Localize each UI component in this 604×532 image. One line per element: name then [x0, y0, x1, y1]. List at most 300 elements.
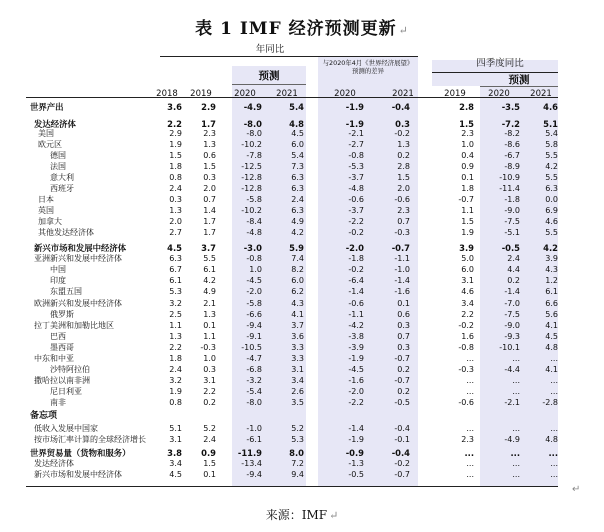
row-label: 南非 [50, 398, 66, 407]
cell-value: -1.3 [348, 459, 364, 468]
cell-value: 7.3 [291, 162, 304, 171]
cell-value: -3.0 [243, 243, 262, 253]
cell-value: -2.2 [348, 398, 364, 407]
cell-value: 2.2 [203, 387, 216, 396]
cell-value: 4.2 [543, 243, 558, 253]
row-label: 加拿大 [38, 217, 62, 226]
table-row [0, 162, 604, 172]
cell-value: -3.9 [348, 343, 364, 352]
cell-value: 2.2 [461, 310, 474, 319]
cell-value: -0.6 [394, 195, 410, 204]
cell-value: 0.3 [203, 365, 216, 374]
cell-value: 1.7 [201, 119, 216, 129]
row-label: 日本 [38, 195, 54, 204]
table-row [0, 119, 604, 129]
cell-value: 2.3 [461, 435, 474, 444]
table-row [0, 398, 604, 408]
table-row [0, 411, 604, 421]
cell-value: ... [550, 470, 558, 479]
row-label: 撒哈拉以南非洲 [34, 376, 90, 385]
cell-value: 5.3 [169, 287, 182, 296]
cell-value: -5.1 [504, 228, 520, 237]
cell-value: ... [512, 424, 520, 433]
table-row [0, 459, 604, 469]
table-row [0, 206, 604, 216]
cell-value: 1.5 [459, 119, 474, 129]
cell-value: 2.8 [459, 102, 474, 112]
row-label: 西班牙 [50, 184, 74, 193]
cell-value: 3.1 [291, 365, 304, 374]
cell-value: 2.7 [169, 228, 182, 237]
return-mark-icon: ↵ [572, 484, 581, 495]
cell-value: -8.0 [243, 119, 262, 129]
cell-value: -2.1 [504, 398, 520, 407]
diff-year-header: 2020 [334, 89, 356, 99]
row-label: 英国 [38, 206, 54, 215]
cell-value: -1.0 [246, 424, 262, 433]
cell-value: 2.6 [291, 387, 304, 396]
row-label: 新兴市场和发展中经济体 [34, 243, 127, 253]
row-label: 意大利 [50, 173, 74, 182]
table-row [0, 365, 604, 375]
cell-value: 3.6 [291, 332, 304, 341]
cell-value: 3.8 [167, 448, 182, 458]
cell-value: ... [550, 459, 558, 468]
cell-value: 3.1 [203, 376, 216, 385]
cell-value: -5.8 [246, 195, 262, 204]
cell-value: ... [510, 448, 520, 458]
cell-value: 0.3 [395, 119, 410, 129]
source-text: 来源：IMF [265, 508, 328, 522]
cell-value: 0.0 [545, 195, 558, 204]
cell-value: -1.8 [348, 254, 364, 263]
cell-value: -1.9 [345, 119, 364, 129]
table-row [0, 387, 604, 397]
table-row [0, 299, 604, 309]
cell-value: 0.3 [169, 195, 182, 204]
cell-value: -0.6 [458, 398, 474, 407]
cell-value: -7.2 [501, 119, 520, 129]
cell-value: 0.2 [507, 276, 520, 285]
cell-value: 4.2 [203, 276, 216, 285]
cell-value: ... [550, 354, 558, 363]
row-label: 亚洲新兴和发展中经济体 [34, 254, 122, 263]
cell-value: -10.9 [499, 173, 520, 182]
cell-value: 4.9 [203, 287, 216, 296]
cell-value: -8.6 [504, 140, 520, 149]
table-row [0, 376, 604, 386]
cell-value: -0.4 [391, 102, 410, 112]
cell-value: ... [550, 387, 558, 396]
cell-value: 3.7 [201, 243, 216, 253]
row-label: 发达经济体 [34, 119, 76, 129]
cell-value: -1.4 [348, 287, 364, 296]
cell-value: -5.8 [246, 299, 262, 308]
source-footer [0, 506, 604, 523]
cell-value: -0.8 [246, 254, 262, 263]
table-row [0, 228, 604, 238]
cell-value: 1.3 [397, 140, 410, 149]
cell-value: -0.2 [394, 129, 410, 138]
cell-value: -8.4 [246, 217, 262, 226]
cell-value: 2.9 [169, 129, 182, 138]
cell-value: 6.6 [545, 299, 558, 308]
cell-value: 4.8 [289, 119, 304, 129]
row-label: 中东和中亚 [34, 354, 74, 363]
cell-value: 1.3 [169, 206, 182, 215]
table-row [0, 243, 604, 253]
cell-value: 4.5 [291, 129, 304, 138]
cell-value: -4.9 [243, 102, 262, 112]
row-label: 发达经济体 [34, 459, 74, 468]
cell-value: -7.8 [246, 151, 262, 160]
cell-value: 2.4 [169, 184, 182, 193]
cell-value: -6.1 [246, 435, 262, 444]
cell-value: 1.4 [203, 206, 216, 215]
cell-value: -6.7 [504, 151, 520, 160]
row-label: 世界产出 [30, 102, 64, 112]
cell-value: 0.6 [397, 310, 410, 319]
row-label: 其他发达经济体 [38, 228, 94, 237]
row-label: 备忘项 [30, 411, 58, 421]
cell-value: 4.1 [545, 321, 558, 330]
cell-value: 5.5 [545, 151, 558, 160]
cell-value: 1.1 [169, 321, 182, 330]
q4-forecast-header: 预测 [508, 74, 530, 86]
cell-value: -0.3 [394, 228, 410, 237]
table-row [0, 310, 604, 320]
cell-value: 6.9 [545, 206, 558, 215]
row-label: 欧洲新兴和发展中经济体 [34, 299, 122, 308]
cell-value: -4.2 [348, 321, 364, 330]
cell-value: 4.3 [545, 265, 558, 274]
cell-value: -0.5 [348, 470, 364, 479]
cell-value: -12.5 [241, 162, 262, 171]
cell-value: -1.9 [348, 435, 364, 444]
cell-value: -1.6 [394, 287, 410, 296]
cell-value: 6.3 [545, 184, 558, 193]
cell-value: 4.9 [291, 217, 304, 226]
cell-value: -1.1 [348, 310, 364, 319]
title-text: 表 1 IMF 经济预测更新 [195, 19, 397, 39]
cell-value: -0.3 [458, 365, 474, 374]
cell-value: 1.5 [203, 162, 216, 171]
cell-value: 1.6 [461, 332, 474, 341]
cell-value: -0.1 [394, 435, 410, 444]
cell-value: -3.8 [348, 332, 364, 341]
cell-value: 5.9 [289, 243, 304, 253]
cell-value: -10.5 [241, 343, 262, 352]
row-label: 欧元区 [38, 140, 62, 149]
cell-value: 1.2 [545, 276, 558, 285]
cell-value: 3.5 [291, 398, 304, 407]
cell-value: 1.7 [203, 217, 216, 226]
cell-value: -0.5 [394, 398, 410, 407]
table-row [0, 287, 604, 297]
cell-value: -4.8 [246, 228, 262, 237]
cell-value: -2.7 [348, 140, 364, 149]
cell-value: 5.6 [545, 310, 558, 319]
return-mark-icon: ↵ [329, 509, 339, 522]
cell-value: 5.5 [203, 254, 216, 263]
cell-value: 3.2 [169, 299, 182, 308]
cell-value: -1.4 [348, 424, 364, 433]
cell-value: -2.8 [542, 398, 558, 407]
cell-value: -0.2 [348, 228, 364, 237]
cell-value: ... [512, 354, 520, 363]
cell-value: 4.6 [545, 217, 558, 226]
table-row [0, 173, 604, 183]
cell-value: 1.3 [203, 310, 216, 319]
diff-note-header: 与2020年4月《世界经济展望》预测的差异 [322, 59, 414, 75]
cell-value: 5.2 [291, 424, 304, 433]
cell-value: -0.9 [345, 448, 364, 458]
cell-value: 2.3 [397, 206, 410, 215]
cell-value: -7.5 [504, 217, 520, 226]
cell-value: 6.3 [169, 254, 182, 263]
cell-value: -4.5 [246, 276, 262, 285]
cell-value: -2.0 [345, 243, 364, 253]
cell-value: -2.2 [348, 217, 364, 226]
table-row [0, 217, 604, 227]
cell-value: -10.1 [499, 343, 520, 352]
cell-value: -0.7 [394, 354, 410, 363]
cell-value: 4.2 [545, 162, 558, 171]
cell-value: -5.3 [348, 162, 364, 171]
cell-value: -1.9 [348, 354, 364, 363]
cell-value: -12.8 [241, 173, 262, 182]
table-row [0, 354, 604, 364]
cell-value: 1.3 [169, 332, 182, 341]
cell-value: 2.8 [397, 162, 410, 171]
cell-value: 2.0 [203, 184, 216, 193]
cell-value: ... [466, 376, 474, 385]
cell-value: 1.8 [169, 354, 182, 363]
cell-value: -1.9 [345, 102, 364, 112]
cell-value: 4.3 [291, 299, 304, 308]
cell-value: 4.6 [461, 287, 474, 296]
cell-value: 5.5 [545, 228, 558, 237]
cell-value: 6.0 [461, 265, 474, 274]
cell-value: ... [550, 376, 558, 385]
cell-value: -4.7 [246, 354, 262, 363]
cell-value: 0.9 [461, 162, 474, 171]
cell-value: -8.2 [504, 129, 520, 138]
cell-value: 4.1 [291, 310, 304, 319]
row-label: 沙特阿拉伯 [50, 365, 90, 374]
cell-value: 0.1 [203, 470, 216, 479]
table-row [0, 435, 604, 445]
cell-value: -0.7 [394, 376, 410, 385]
cell-value: 0.1 [203, 321, 216, 330]
cell-value: 5.4 [289, 102, 304, 112]
cell-value: 2.0 [169, 217, 182, 226]
row-label: 低收入发展中国家 [34, 424, 98, 433]
cell-value: ... [512, 376, 520, 385]
cell-value: -0.4 [391, 448, 410, 458]
cell-value: 6.3 [291, 184, 304, 193]
cell-value: -4.8 [348, 184, 364, 193]
cell-value: 2.0 [397, 184, 410, 193]
table-row [0, 140, 604, 150]
cell-value: -3.2 [246, 376, 262, 385]
cell-value: 5.5 [545, 173, 558, 182]
cell-value: 1.5 [169, 151, 182, 160]
cell-value: 5.2 [203, 424, 216, 433]
cell-value: -0.2 [348, 265, 364, 274]
cell-value: -1.4 [394, 276, 410, 285]
cell-value: 3.3 [291, 354, 304, 363]
cell-value: 1.7 [203, 228, 216, 237]
cell-value: ... [512, 387, 520, 396]
cell-value: ... [466, 387, 474, 396]
table-row [0, 470, 604, 480]
table-row [0, 448, 604, 458]
cell-value: 2.4 [169, 365, 182, 374]
cell-value: 1.9 [169, 387, 182, 396]
cell-value: -1.8 [504, 195, 520, 204]
cell-value: 1.9 [461, 228, 474, 237]
cell-value: -0.6 [348, 299, 364, 308]
cell-value: 3.7 [291, 321, 304, 330]
row-label: 世界贸易量（货物和服务） [30, 448, 131, 458]
cell-value: 7.4 [291, 254, 304, 263]
cell-value: -0.4 [394, 424, 410, 433]
table-row [0, 265, 604, 275]
cell-value: 4.5 [545, 332, 558, 341]
cell-value: -13.4 [241, 459, 262, 468]
cell-value: 0.9 [201, 448, 216, 458]
cell-value: 3.1 [461, 276, 474, 285]
q4-group-header: 四季度同比 [476, 58, 524, 69]
cell-value: 8.2 [291, 265, 304, 274]
cell-value: -9.1 [246, 332, 262, 341]
cell-value: 0.6 [203, 151, 216, 160]
cell-value: 3.6 [167, 102, 182, 112]
cell-value: 1.0 [249, 265, 262, 274]
year-header: 2019 [190, 89, 212, 99]
cell-value: 6.0 [291, 276, 304, 285]
cell-value: 6.1 [169, 276, 182, 285]
cell-value: 0.7 [203, 195, 216, 204]
cell-value: ... [466, 470, 474, 479]
cell-value: -0.8 [348, 151, 364, 160]
table-row [0, 424, 604, 434]
cell-value: -8.9 [504, 162, 520, 171]
cell-value: ... [466, 354, 474, 363]
cell-value: -1.1 [394, 254, 410, 263]
cell-value: 1.5 [203, 459, 216, 468]
cell-value: -4.4 [504, 365, 520, 374]
cell-value: 0.2 [397, 151, 410, 160]
cell-value: 2.4 [507, 254, 520, 263]
cell-value: -1.4 [504, 287, 520, 296]
cell-value: 0.2 [397, 365, 410, 374]
row-label: 德国 [50, 151, 66, 160]
row-label: 拉丁美洲和加勒比地区 [34, 321, 114, 330]
row-label: 尼日利亚 [50, 387, 82, 396]
cell-value: 4.5 [169, 470, 182, 479]
cell-value: 6.3 [291, 206, 304, 215]
cell-value: -8.0 [246, 398, 262, 407]
cell-value: 3.9 [545, 254, 558, 263]
table-row [0, 102, 604, 112]
cell-value: 4.5 [167, 243, 182, 253]
cell-value: 0.7 [397, 332, 410, 341]
cell-value: -10.2 [241, 206, 262, 215]
cell-value: -1.0 [394, 265, 410, 274]
cell-value: -0.7 [394, 470, 410, 479]
cell-value: 0.7 [397, 217, 410, 226]
cell-value: 4.8 [545, 343, 558, 352]
cell-value: 3.9 [459, 243, 474, 253]
q4-year-header: 2019 [444, 89, 466, 99]
cell-value: 0.3 [397, 321, 410, 330]
q4-year-header: 2021 [530, 89, 552, 99]
cell-value: 6.0 [291, 140, 304, 149]
cell-value: 3.4 [169, 459, 182, 468]
cell-value: 3.4 [461, 299, 474, 308]
cell-value: ... [466, 459, 474, 468]
cell-value: -0.2 [458, 321, 474, 330]
cell-value: 5.1 [543, 119, 558, 129]
cell-value: ... [464, 448, 474, 458]
cell-value: 1.9 [169, 140, 182, 149]
cell-value: -11.4 [499, 184, 520, 193]
cell-value: 2.2 [167, 119, 182, 129]
cell-value: 3.1 [169, 435, 182, 444]
cell-value: 2.4 [291, 195, 304, 204]
cell-value: 6.1 [545, 287, 558, 296]
cell-value: 5.4 [545, 129, 558, 138]
cell-value: 5.0 [461, 254, 474, 263]
cell-value: 2.5 [169, 310, 182, 319]
table-row [0, 254, 604, 264]
table-row [0, 151, 604, 161]
cell-value: 0.4 [461, 151, 474, 160]
cell-value: -0.5 [501, 243, 520, 253]
cell-value: -9.4 [246, 321, 262, 330]
cell-value: 3.2 [169, 376, 182, 385]
row-label: 法国 [50, 162, 66, 171]
cell-value: -0.3 [200, 343, 216, 352]
table-row [0, 129, 604, 139]
cell-value: -1.6 [348, 376, 364, 385]
table-row [0, 276, 604, 286]
cell-value: -7.5 [504, 310, 520, 319]
table-row [0, 332, 604, 342]
cell-value: -4.5 [348, 365, 364, 374]
row-label: 墨西哥 [50, 343, 74, 352]
cell-value: 2.9 [201, 102, 216, 112]
row-label: 巴西 [50, 332, 66, 341]
cell-value: -10.2 [241, 140, 262, 149]
cell-value: 6.1 [203, 265, 216, 274]
cell-value: -2.1 [348, 129, 364, 138]
cell-value: 3.4 [291, 376, 304, 385]
cell-value: -2.0 [348, 387, 364, 396]
cell-value: -6.4 [348, 276, 364, 285]
cell-value: 4.1 [545, 365, 558, 374]
cell-value: 7.2 [291, 459, 304, 468]
diff-year-header: 2021 [392, 89, 414, 99]
cell-value: -11.9 [237, 448, 262, 458]
cell-value: 1.8 [461, 184, 474, 193]
cell-value: -6.6 [246, 310, 262, 319]
cell-value: 1.8 [169, 162, 182, 171]
table-row [0, 343, 604, 353]
cell-value: ... [550, 424, 558, 433]
